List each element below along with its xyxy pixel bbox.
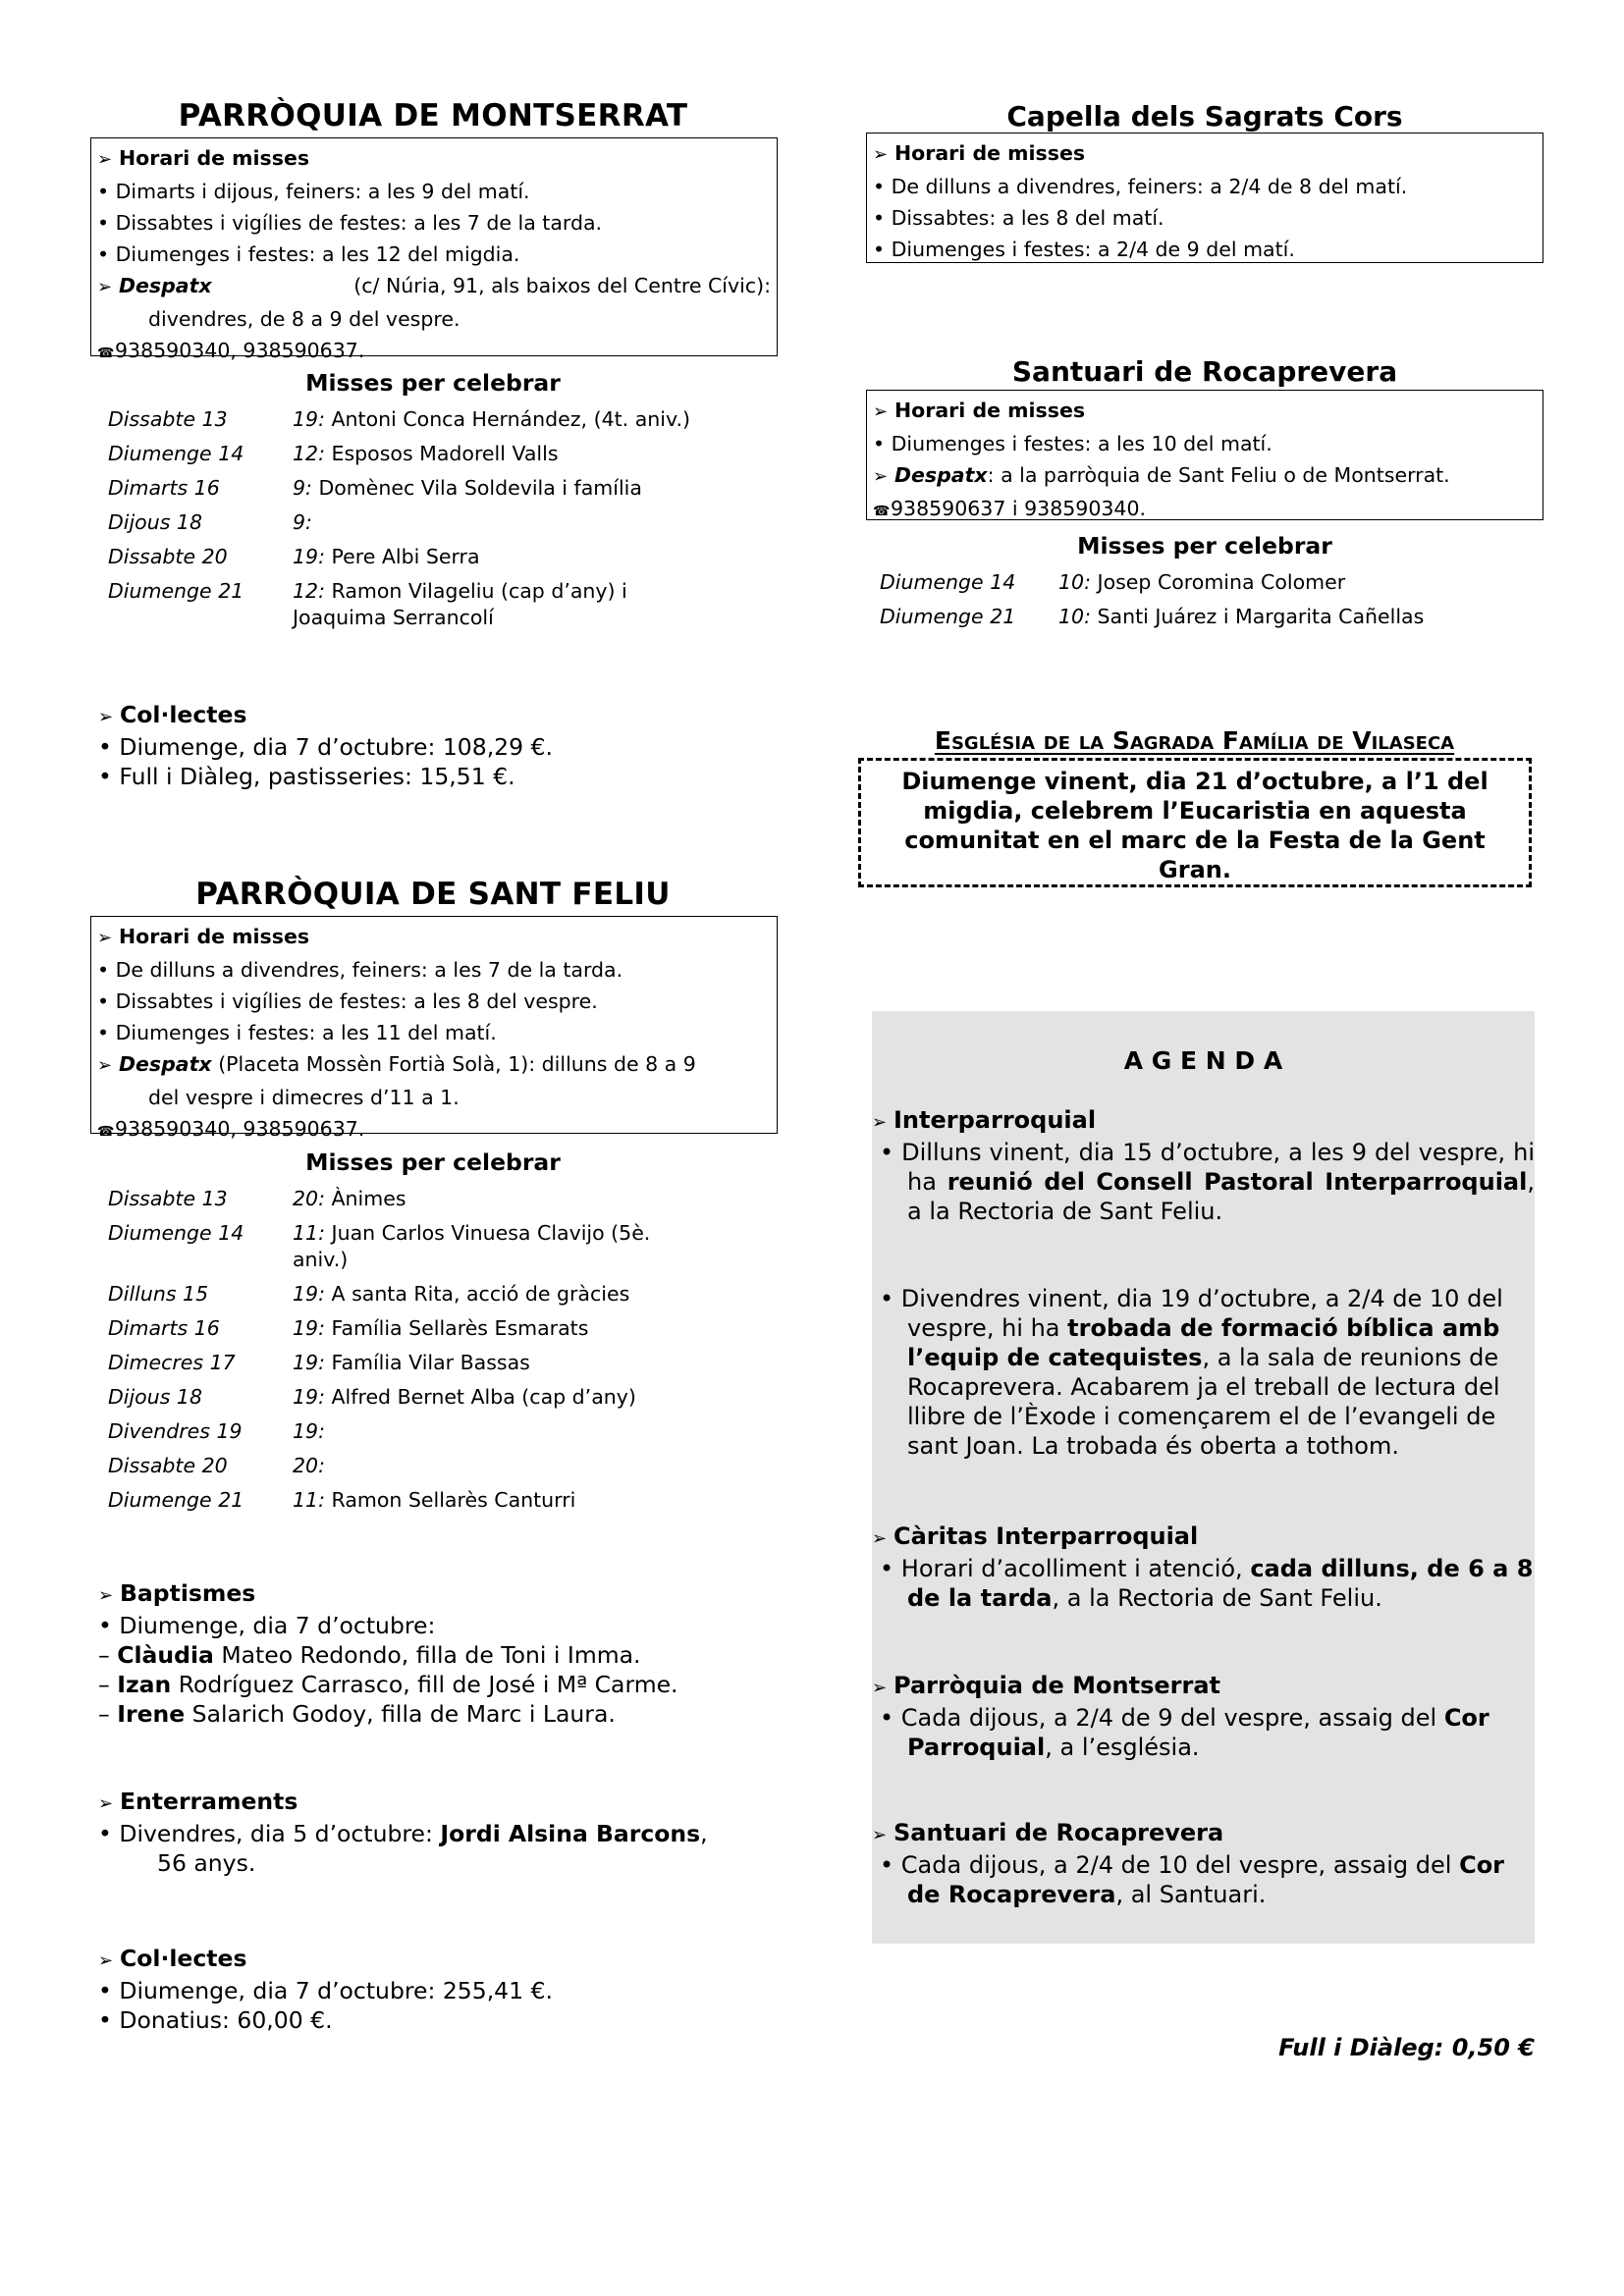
schedule-line: Diumenges i festes: a les 10 del matí. — [891, 432, 1272, 455]
mass-hour: 19: — [293, 1351, 325, 1374]
schedule-line: De dilluns a divendres, feiners: a 2/4 de 8 del matí. — [891, 175, 1408, 198]
bullet-icon: • — [97, 242, 116, 266]
baptism-details: Rodríguez Carrasco, fill de José i Mª Carme. — [178, 1671, 678, 1698]
mass-hour: 11: — [293, 1488, 325, 1512]
mass-hour: 10: — [1058, 605, 1091, 628]
bullet-icon: • — [880, 1704, 901, 1732]
agenda-text: , a la Rectoria de Sant Feliu. — [907, 1168, 1535, 1225]
funeral-comma: , — [700, 1820, 708, 1847]
baptism-details: Mateo Redondo, filla de Toni i Imma. — [221, 1641, 641, 1669]
arrowhead-bullet-icon: ➢ — [872, 1825, 888, 1845]
santuari-schedule-box — [866, 390, 1543, 520]
bullet-icon: • — [98, 2006, 120, 2034]
bullet-icon: • — [97, 211, 116, 235]
schedule-line: Dissabtes i vigílies de festes: a les 8 del vespre. — [115, 989, 598, 1013]
despatx-label: Despatx — [119, 1052, 212, 1076]
mass-intention-cont: aniv.) — [293, 1248, 349, 1271]
collection-line: Diumenge, dia 7 d’octubre: 255,41 €. — [119, 1977, 553, 2004]
baptisms-section — [98, 1578, 776, 1729]
agenda-highlight: reunió del Consell Pastoral Interparroquial — [947, 1168, 1528, 1196]
phone-numbers: 938590637 i 938590340. — [891, 497, 1147, 520]
bullet-icon: • — [873, 238, 892, 261]
agenda-section-heading: Interparroquial — [893, 1106, 1097, 1134]
sant-feliu-masses-list — [108, 1184, 776, 1518]
mass-intention: A santa Rita, acció de gràcies — [331, 1282, 630, 1306]
arrowhead-bullet-icon: ➢ — [98, 707, 114, 727]
montserrat-schedule-box — [90, 137, 778, 362]
agenda-highlight: Cor Parroquial — [907, 1704, 1489, 1761]
mass-day: Diumenge 21 — [108, 579, 244, 603]
phone-numbers: 938590340, 938590637. — [115, 339, 365, 362]
bullet-icon: • — [98, 733, 120, 761]
mass-hour: 19: — [293, 545, 325, 568]
bullet-icon: • — [97, 989, 116, 1013]
collection-line: Full i Diàleg, pastisseries: 15,51 €. — [119, 763, 515, 790]
bullet-icon: • — [98, 1820, 120, 1847]
agenda-text: Dilluns vinent, dia 15 d’octubre, a les 9 del vespre, hi ha — [901, 1139, 1535, 1196]
bullet-icon: • — [873, 175, 892, 198]
agenda-interparroquial — [872, 1105, 1535, 1226]
schedule-line: Dissabtes: a les 8 del matí. — [891, 206, 1164, 230]
mass-day: Diumenge 14 — [108, 1221, 244, 1245]
despatx-hours: del vespre i dimecres d’11 a 1. — [148, 1086, 460, 1109]
collections-heading: Col·lectes — [120, 701, 247, 728]
agenda-text: Divendres vinent, dia 19 d’octubre, a 2/4 de 10 del vespre, hi ha — [900, 1285, 1503, 1342]
montserrat-collections — [98, 700, 776, 791]
agenda-text: Horari d’acolliment i atenció, — [900, 1555, 1243, 1582]
agenda-section-heading: Càritas Interparroquial — [893, 1522, 1199, 1550]
bullet-icon: • — [880, 1851, 901, 1879]
santuari-masses-heading: Misses per celebrar — [1077, 532, 1332, 560]
agenda-text: , a la sala de reunions de Rocaprevera. Acabarem ja el treball de lectura del llibre de l’Èxode i començarem el de l’evangeli de sant Joan. La trobada és oberta a tothom. — [907, 1344, 1500, 1460]
mass-intention: Ramon Vilageliu (cap d’any) i — [331, 579, 627, 603]
price-footer: Full i Diàleg: 0,50 € — [1278, 2034, 1535, 2061]
despatx-address: : a la parròquia de Sant Feliu o de Montserrat. — [987, 463, 1450, 487]
baptisms-heading: Baptismes — [120, 1579, 256, 1607]
despatx-address: (c/ Núria, 91, als baixos del Centre Cívic): — [353, 274, 771, 297]
baptism-details: Salarich Godoy, filla de Marc i Laura. — [191, 1700, 616, 1728]
funeral-name: Jordi Alsina Barcons — [440, 1820, 701, 1847]
bullet-icon: • — [98, 763, 120, 790]
mass-intention-cont: Joaquima Serrancolí — [293, 606, 494, 629]
mass-day: Dilluns 15 — [108, 1282, 209, 1306]
capella-title: Capella dels Sagrats Cors — [1006, 100, 1403, 133]
schedule-line: De dilluns a divendres, feiners: a les 7 de la tarda. — [115, 958, 623, 982]
mass-day: Diumenge 21 — [880, 605, 1016, 628]
sant-feliu-masses-heading: Misses per celebrar — [305, 1148, 561, 1176]
mass-intention: Alfred Bernet Alba (cap d’any) — [331, 1385, 636, 1409]
baptism-name: Clàudia — [117, 1641, 214, 1669]
schedule-heading: Horari de misses — [894, 141, 1086, 165]
mass-intention: Josep Coromina Colomer — [1097, 570, 1346, 594]
agenda-box — [872, 1011, 1535, 1944]
mass-day: Diumenge 14 — [880, 570, 1016, 594]
phone-numbers: 938590340, 938590637. — [115, 1117, 365, 1141]
baptism-name: Izan — [117, 1671, 172, 1698]
arrowhead-bullet-icon: ➢ — [872, 1112, 888, 1133]
arrowhead-bullet-icon: ➢ — [98, 1793, 114, 1814]
schedule-heading: Horari de misses — [119, 146, 310, 170]
mass-intention: Juan Carlos Vinuesa Clavijo (5è. — [331, 1221, 651, 1245]
collection-line: Diumenge, dia 7 d’octubre: 108,29 €. — [119, 733, 553, 761]
mass-hour: 19: — [293, 1316, 325, 1340]
arrowhead-bullet-icon: ➢ — [872, 1678, 888, 1698]
mass-hour: 19: — [293, 407, 325, 431]
agenda-text: , al Santuari. — [1115, 1881, 1267, 1908]
arrowhead-bullet-icon: ➢ — [873, 401, 889, 422]
arrowhead-bullet-icon: ➢ — [98, 1585, 114, 1606]
montserrat-masses-heading: Misses per celebrar — [305, 369, 561, 397]
montserrat-title: PARRÒQUIA DE MONTSERRAT — [178, 98, 688, 133]
mass-day: Dissabte 20 — [108, 545, 228, 568]
agenda-montserrat — [872, 1671, 1535, 1762]
mass-day: Dijous 18 — [108, 510, 202, 534]
vilaseca-notice: Diumenge vinent, dia 21 d’octubre, a l’1 del migdia, celebrem l’Eucaristia en aquesta comunitat en el marc de la Festa de la Gent Gran. — [901, 768, 1489, 883]
collections-heading: Col·lectes — [120, 1945, 247, 1972]
mass-day: Diumenge 21 — [108, 1488, 244, 1512]
schedule-line: Diumenges i festes: a 2/4 de 9 del matí. — [891, 238, 1295, 261]
schedule-line: Diumenges i festes: a les 12 del migdia. — [115, 242, 520, 266]
mass-day: Dissabte 20 — [108, 1454, 228, 1477]
arrowhead-bullet-icon: ➢ — [97, 277, 113, 297]
arrowhead-bullet-icon: ➢ — [873, 144, 889, 165]
mass-intention: Ramon Sellarès Canturri — [331, 1488, 576, 1512]
funeral-date: Divendres, dia 5 d’octubre: — [119, 1820, 433, 1847]
mass-day: Dimecres 17 — [108, 1351, 236, 1374]
mass-hour: 20: — [293, 1187, 325, 1210]
mass-hour: 12: — [293, 579, 325, 603]
agenda-caritas — [872, 1522, 1535, 1613]
bullet-icon: • — [97, 958, 116, 982]
mass-hour: 10: — [1058, 570, 1091, 594]
mass-hour: 19: — [293, 1282, 325, 1306]
mass-day: Dimarts 16 — [108, 1316, 220, 1340]
mass-intention: Domènec Vila Soldevila i família — [318, 476, 642, 500]
mass-day: Dissabte 13 — [108, 407, 228, 431]
sant-feliu-title: PARRÒQUIA DE SANT FELIU — [195, 877, 671, 912]
mass-intention: Santi Juárez i Margarita Cañellas — [1097, 605, 1425, 628]
arrowhead-bullet-icon: ➢ — [873, 466, 889, 487]
baptisms-date: Diumenge, dia 7 d’octubre: — [119, 1612, 436, 1639]
telephone-icon: ☎ — [97, 346, 115, 361]
bullet-icon: • — [873, 206, 892, 230]
funerals-section — [98, 1787, 776, 1878]
agenda-title: A G E N D A — [1123, 1046, 1283, 1075]
mass-intention: Família Vilar Bassas — [331, 1351, 530, 1374]
mass-hour: 9: — [293, 510, 312, 534]
mass-day: Divendres 19 — [108, 1419, 243, 1443]
agenda-text: Cada dijous, a 2/4 de 9 del vespre, assaig del — [900, 1704, 1437, 1732]
sant-feliu-collections — [98, 1944, 776, 2035]
bullet-icon: • — [880, 1285, 901, 1312]
agenda-highlight: trobada de formació bíblica amb l’equip de catequistes — [907, 1314, 1500, 1371]
montserrat-masses-list — [108, 404, 776, 640]
mass-hour: 12: — [293, 442, 325, 465]
mass-day: Dimarts 16 — [108, 476, 220, 500]
sant-feliu-schedule-box — [90, 916, 778, 1141]
agenda-highlight: cada dilluns, de 6 a 8 de la tarda — [907, 1555, 1534, 1612]
telephone-icon: ☎ — [97, 1124, 115, 1140]
mass-hour: 9: — [293, 476, 312, 500]
vilaseca-notice-box — [858, 758, 1532, 887]
mass-intention: Família Sellarès Esmarats — [331, 1316, 589, 1340]
mass-hour: 20: — [293, 1454, 325, 1477]
mass-day: Dijous 18 — [108, 1385, 202, 1409]
mass-intention: Esposos Madorell Valls — [331, 442, 559, 465]
bullet-icon: • — [97, 180, 116, 203]
vilaseca-heading: Església de la Sagrada Família de Vilaseca — [934, 726, 1455, 755]
agenda-santuari — [872, 1818, 1535, 1909]
telephone-icon: ☎ — [873, 504, 891, 519]
funeral-age: 56 anys. — [157, 1849, 256, 1877]
bullet-icon: • — [880, 1139, 902, 1166]
bullet-icon: • — [880, 1555, 901, 1582]
baptism-entry: – Izan Rodríguez Carrasco, fill de José i Mª Carme. — [98, 1671, 678, 1698]
mass-intention: Ànimes — [331, 1187, 406, 1210]
arrowhead-bullet-icon: ➢ — [97, 1055, 113, 1076]
santuari-masses-list — [880, 567, 1538, 636]
agenda-section-heading: Parròquia de Montserrat — [893, 1672, 1220, 1699]
baptism-entry: – Clàudia Mateo Redondo, filla de Toni i Imma. — [98, 1641, 641, 1669]
arrowhead-bullet-icon: ➢ — [97, 149, 113, 170]
schedule-heading: Horari de misses — [894, 399, 1086, 422]
mass-hour: 19: — [293, 1385, 325, 1409]
agenda-biblical-meeting — [872, 1284, 1535, 1461]
despatx-address: (Placeta Mossèn Fortià Solà, 1): dilluns de 8 a 9 — [218, 1052, 696, 1076]
bullet-icon: • — [98, 1977, 120, 2004]
schedule-line: Diumenges i festes: a les 11 del matí. — [115, 1021, 497, 1044]
agenda-text: Cada dijous, a 2/4 de 10 del vespre, assaig del — [900, 1851, 1452, 1879]
despatx-label: Despatx — [894, 463, 988, 487]
schedule-line: Dimarts i dijous, feiners: a les 9 del matí. — [115, 180, 530, 203]
collection-line: Donatius: 60,00 €. — [119, 2006, 333, 2034]
mass-intention: Antoni Conca Hernández, (4t. aniv.) — [331, 407, 691, 431]
bullet-icon: • — [873, 432, 892, 455]
agenda-highlight: Cor de Rocaprevera — [907, 1851, 1505, 1908]
mass-intention: Pere Albi Serra — [331, 545, 480, 568]
bullet-icon: • — [97, 1021, 116, 1044]
mass-hour: 19: — [293, 1419, 325, 1443]
agenda-section-heading: Santuari de Rocaprevera — [893, 1819, 1224, 1846]
santuari-title: Santuari de Rocaprevera — [1011, 355, 1398, 388]
baptism-name: Irene — [117, 1700, 186, 1728]
despatx-label: Despatx — [119, 274, 212, 297]
arrowhead-bullet-icon: ➢ — [872, 1528, 888, 1549]
baptism-entry: – Irene Salarich Godoy, filla de Marc i Laura. — [98, 1700, 616, 1728]
funerals-heading: Enterraments — [120, 1788, 298, 1815]
capella-schedule-box — [866, 133, 1543, 263]
arrowhead-bullet-icon: ➢ — [98, 1950, 114, 1971]
mass-day: Diumenge 14 — [108, 442, 244, 465]
agenda-text: , a l’església. — [1045, 1734, 1200, 1761]
bullet-icon: • — [98, 1612, 120, 1639]
agenda-text: , a la Rectoria de Sant Feliu. — [1052, 1584, 1382, 1612]
mass-hour: 11: — [293, 1221, 325, 1245]
schedule-heading: Horari de misses — [119, 925, 310, 948]
mass-day: Dissabte 13 — [108, 1187, 228, 1210]
schedule-line: Dissabtes i vigílies de festes: a les 7 de la tarda. — [115, 211, 603, 235]
arrowhead-bullet-icon: ➢ — [97, 928, 113, 948]
despatx-hours: divendres, de 8 a 9 del vespre. — [148, 307, 460, 331]
